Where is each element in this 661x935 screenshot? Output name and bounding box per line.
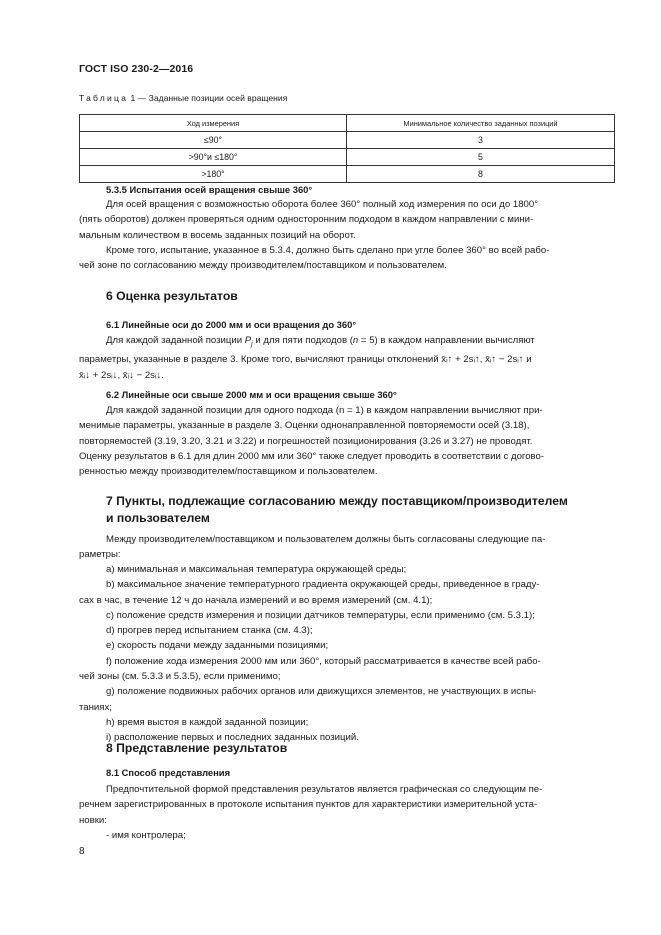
table-row xyxy=(80,132,615,149)
table-caption-text: 1 — Заданные позиции осей вращения xyxy=(128,93,288,103)
table-cell-range: >180° xyxy=(80,166,347,183)
table-cell-range: >90°и ≤180° xyxy=(80,149,347,166)
section-7-heading-line-1: 7 Пункты, подлежащие согласованию между поставщиком/производителем xyxy=(106,494,568,508)
table-caption-prefix: Таблица xyxy=(79,93,129,103)
list-item: d) прогрев перед испытанием станка (см. 4.3); xyxy=(106,625,313,637)
list-item-continuation: чей зоны (см. 5.3.3 и 5.3.5), если применимо; xyxy=(79,671,281,683)
list-item: g) положение подвижных рабочих органов или движущихся элементов, не участвующих в испы- xyxy=(106,686,537,698)
section-6-2-heading: 6.2 Линейные оси свыше 2000 мм и оси вращения свыше 360° xyxy=(106,389,397,400)
page-number: 8 xyxy=(79,846,85,857)
table-row xyxy=(80,149,615,166)
list-item: а) минимальная и максимальная температура окружающей среды; xyxy=(106,564,407,575)
section-8-1-paragraph: Предпочтительной формой представления результатов является графическая со следующим пе- речнем зарегистрированных в протоколе испытания пунктов для характеристики измерительной уста- новки: xyxy=(79,784,543,826)
table-cell-count: 8 xyxy=(347,166,615,183)
table-cell-count: 5 xyxy=(347,149,615,166)
section-8-1-heading: 8.1 Способ представления xyxy=(106,767,231,778)
section-7-heading-line-2: и пользователем xyxy=(106,511,210,525)
section-7-intro: Между производителем/поставщиком и пользователем должны быть согласованы следующие па- раметры: xyxy=(79,534,546,561)
section-6-2-paragraph: Для каждой заданной позиции для одного подхода (n = 1) в каждом направлении вычисляют при- менимые параметры, указанные в разделе 3. Оценки однонаправленной повторяемости осей (3.18), повторяемостей (3.19, 3.20, 3.21 и 3.22) и погрешностей позиционирования (3.26 и 3.27) не проводят. Оценку результатов в 6.1 для длин 2000 мм или 360° также следует проводить в соответствии с догово- ренностью между производителем/поставщиком и пользователем. xyxy=(79,405,545,478)
positions-table xyxy=(79,114,615,183)
section-6-1-paragraph: Для каждой заданной позиции $P_j$ и для пяти подходов (n = 5) в каждом направлении вычисляют параметры, указанные в разделе 3. Кроме того, вычисляют границы отклонений x̄ᵢ↑ + 2sᵢ↑, x̄ᵢ↑ − 2sᵢ↑ и x̄ᵢ↓ + 2sᵢ↓, x̄ᵢ↓ − 2sᵢ↓. xyxy=(79,335,535,381)
table-header-row xyxy=(80,115,615,132)
list-item-continuation: сах в час, в течение 12 ч до начала измерений и во время измерений (см. 4.1); xyxy=(79,594,433,606)
list-item: f) положение хода измерения 2000 мм или 360°, который рассматривается в качестве всей рабо- xyxy=(106,655,541,667)
list-item: i) расположение первых и последних заданных позиций. xyxy=(106,732,359,744)
section-6-1-heading: 6.1 Линейные оси до 2000 мм и оси вращения до 360° xyxy=(106,319,357,330)
list-item: h) время выстоя в каждой заданной позиции; xyxy=(106,716,309,728)
list-item: c) положение средств измерения и позиции датчиков температуры, если применимо (см. 5.3.1); xyxy=(106,609,535,621)
list-item: b) максимальное значение температурного градиента окружающей среды, приведенное в граду- xyxy=(106,579,540,591)
section-8-heading: 8 Представление результатов xyxy=(106,741,288,755)
table-caption xyxy=(79,93,287,103)
section-7-list xyxy=(79,562,615,746)
section-6-heading: 6 Оценка результатов xyxy=(106,289,238,303)
table-cell-range: ≤90° xyxy=(80,132,347,149)
section-5-3-5-paragraph-2: Кроме того, испытание, указанное в 5.3.4, должно быть сделано при угле более 360° во всей рабо- чей зоне по согласованию между производителем/поставщиком и пользователем. xyxy=(79,245,550,272)
table-header-travel: Ход измерения xyxy=(80,115,347,132)
table-cell-count: 3 xyxy=(347,132,615,149)
section-8-1-bullet: - имя контролера; xyxy=(106,830,186,841)
list-item: e) скорость подачи между заданными позициями; xyxy=(106,640,329,652)
section-5-3-5-heading: 5.3.5 Испытания осей вращения свыше 360° xyxy=(106,184,313,195)
table-row xyxy=(80,166,615,183)
section-5-3-5-paragraph-1: Для осей вращения с возможностью оборота более 360° полный ход измерения по оси до 1800° (пять оборотов) должен проверяться одним односторонним подходом в каждом направлении с мини- мальным количеством в восемь заданных позиций на оборот. xyxy=(79,199,539,241)
table-header-min-count: Минимальное количество заданных позиций xyxy=(347,115,615,132)
list-item-continuation: таниях; xyxy=(79,701,112,713)
document-header: ГОСТ ISO 230-2—2016 xyxy=(79,63,194,75)
